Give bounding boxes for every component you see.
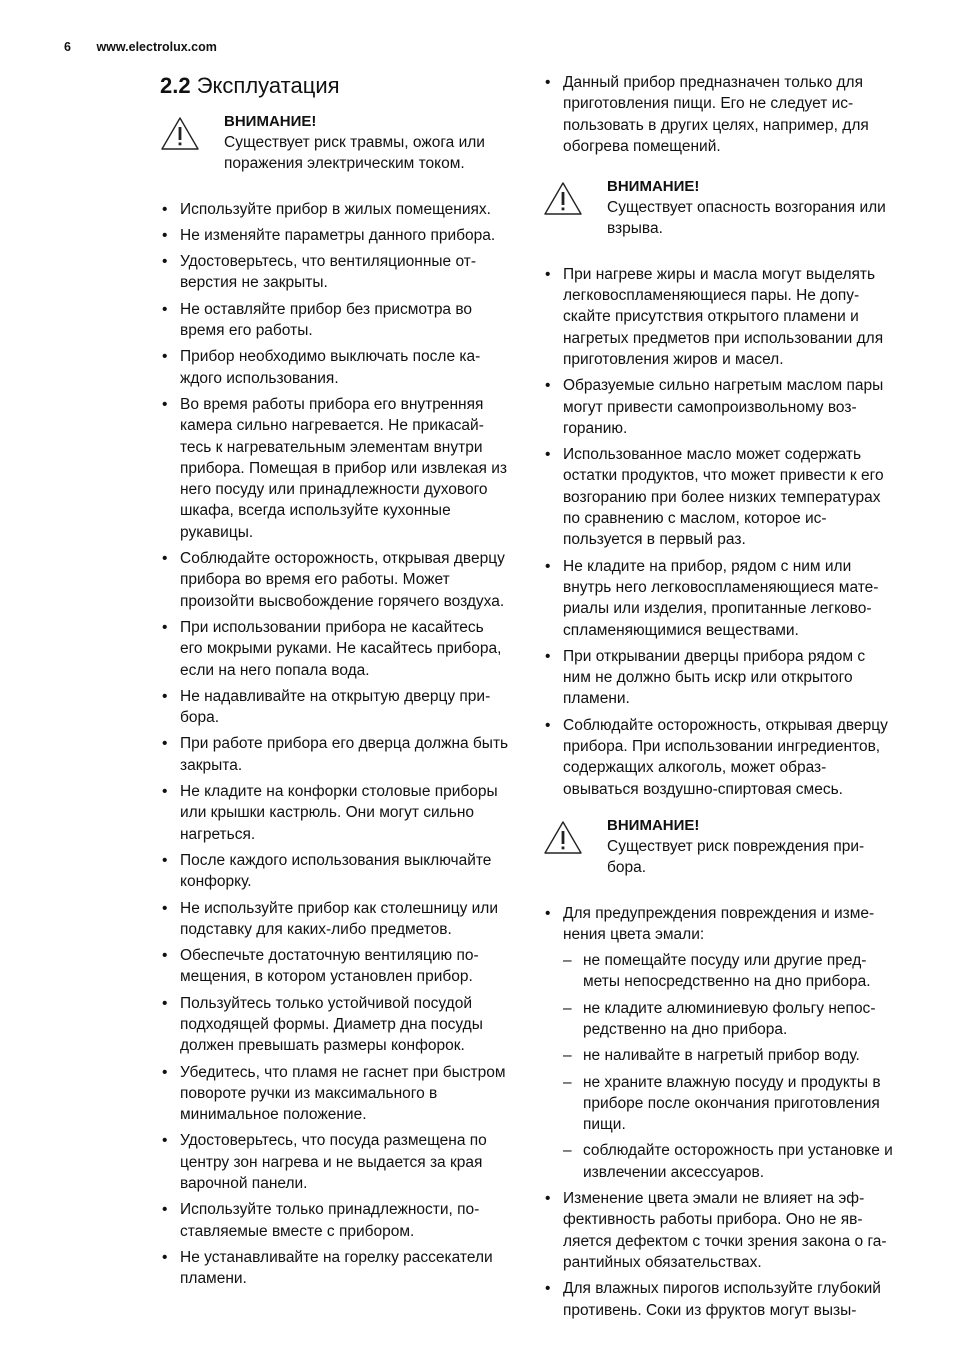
list-item-text: Пользуйтесь только устойчивой посудой подходящей формы. Диаметр дна посуды должен превышать размеры конфорок. — [180, 994, 483, 1055]
list-item — [563, 950, 893, 993]
list-item — [160, 781, 510, 845]
list-item — [160, 1247, 510, 1290]
list-item — [543, 903, 893, 1184]
list-item-text: не храните влажную посуду и продукты в приборе после окончания приготовления пищи. — [583, 1073, 881, 1134]
list-item — [160, 394, 510, 543]
page-header — [64, 40, 217, 54]
bullet-glyph: • — [162, 395, 168, 413]
bullet-glyph: • — [162, 253, 168, 271]
list-item — [543, 1188, 893, 1273]
list-item — [160, 251, 510, 294]
list-item-text: Для влажных пирогов используйте глубокий противень. Соки из фруктов могут вызы- — [563, 1280, 881, 1319]
list-item-text: Удостоверьтесь, что вентиляционные отверстия не закрыты. — [180, 253, 477, 292]
list-item — [563, 998, 893, 1041]
bullet-glyph: • — [162, 947, 168, 965]
bullet-glyph: • — [162, 226, 168, 244]
list-item — [543, 1278, 893, 1321]
bullet-glyph: • — [162, 687, 168, 705]
page-number: 6 — [64, 40, 71, 54]
list-item-text: Изменение цвета эмали не влияет на эффективность работы прибора. Оно не является дефектом с точки зрения закона о гарантийных обязательствах. — [563, 1190, 887, 1271]
list-item-text: Используйте только принадлежности, поставляемые вместе с прибором. — [180, 1201, 480, 1240]
list-item-text: После каждого использования выключайте конфорку. — [180, 851, 492, 891]
list-item-text: Использованное масло может содержать остатки продуктов, что может привести к его возгоранию при более низких температурах по сравнению с маслом, которое используется в первый раз. — [563, 446, 884, 549]
dash-glyph: – — [563, 999, 572, 1017]
bullet-glyph: • — [162, 994, 168, 1012]
list-item — [160, 993, 510, 1057]
bullet-glyph: • — [162, 851, 168, 869]
list-item-text: Данный прибор предназначен только для приготовления пищи. Его не следует использовать в других целях, например, для обогрева помещений. — [563, 74, 869, 155]
bullet-glyph: • — [545, 716, 551, 734]
bullet-glyph: • — [162, 783, 168, 801]
list-item-text: Не надавливайте на открытую дверцу прибора. — [180, 687, 491, 727]
bullet-glyph: • — [545, 265, 551, 283]
bullet-glyph: • — [162, 735, 168, 753]
list-item-text: Не используйте прибор как столешницу или подставку для каких-либо предметов. — [180, 899, 499, 938]
list-item — [543, 646, 893, 710]
bullet-glyph: • — [545, 647, 551, 665]
bullet-glyph: • — [545, 1190, 551, 1208]
list-item-text: При использовании прибора не касайтесь его мокрыми руками. Не касайтесь прибора, если на него попала вода. — [180, 618, 502, 679]
bullet-glyph: • — [545, 377, 551, 395]
list-item-text: При работе прибора его дверца должна быть закрыта. — [180, 735, 509, 774]
bullet-glyph: • — [545, 1280, 551, 1298]
bullet-glyph: • — [545, 446, 551, 464]
bullet-glyph: • — [162, 550, 168, 568]
section-title — [160, 72, 510, 100]
section-title-text: Эксплуатация — [196, 73, 340, 98]
list-item-text: Для предупреждения повреждения и изменения цвета эмали: — [563, 904, 875, 943]
bullet-glyph: • — [162, 618, 168, 636]
fire-bullet-list — [543, 264, 893, 800]
final-bullet-list — [543, 1188, 893, 1321]
list-item-text: Не изменяйте параметры данного прибора. — [180, 226, 496, 244]
dash-glyph: – — [563, 1073, 572, 1091]
list-item-text: При открывании дверцы прибора рядом с ним не должно быть искр или открытого пламени. — [563, 647, 866, 708]
list-item-text: Убедитесь, что пламя не гаснет при быстром повороте ручки из максимального в минимальное положение. — [180, 1063, 506, 1124]
list-item — [543, 264, 893, 370]
list-item — [160, 1062, 510, 1126]
list-item — [543, 556, 893, 641]
dash-glyph: – — [563, 1047, 572, 1065]
bullet-glyph: • — [162, 348, 168, 366]
list-item-text: соблюдайте осторожность при установке и извлечении аксессуаров. — [583, 1142, 893, 1181]
list-item-text: Обеспечьте достаточную вентиляцию помещения, в котором установлен прибор. — [180, 947, 479, 986]
list-item-text: не помещайте посуду или другие предметы непосредственно на дно прибора. — [583, 952, 871, 991]
warning-heading: ВНИМАНИЕ! — [607, 816, 700, 834]
list-item-text: Образуемые сильно нагретым маслом пары могут привести самопроизвольному возгоранию. — [563, 377, 884, 437]
list-item — [160, 1199, 510, 1242]
list-item — [160, 733, 510, 776]
list-item — [543, 715, 893, 800]
list-item-text: Не устанавливайте на горелку рассекатели пламени. — [180, 1248, 493, 1288]
enamel-bullet-list — [543, 903, 893, 1184]
warning-triangle-icon — [160, 116, 200, 152]
list-item — [160, 199, 510, 220]
warning-heading: ВНИМАНИЕ! — [607, 178, 700, 196]
bullet-glyph: • — [162, 1132, 168, 1150]
list-item — [160, 850, 510, 893]
list-item-text: Не оставляйте прибор без присмотра во время его работы. — [180, 300, 473, 340]
enamel-dash-list — [563, 950, 893, 1183]
section-number: 2.2 — [160, 73, 191, 98]
warning-text: Существует риск травмы, ожога или поражения электрическим током. — [224, 134, 485, 173]
warning-text: Существует риск повреждения прибора. — [607, 837, 865, 877]
bullet-glyph: • — [545, 904, 551, 922]
list-item — [543, 444, 893, 550]
list-item-text: Соблюдайте осторожность, открывая дверцу прибора. При использовании ингредиентов, содержащих алкоголь, может образовываться воздушно-спиртовая смесь. — [563, 716, 888, 798]
warning-heading: ВНИМАНИЕ! — [224, 113, 317, 130]
bullet-glyph: • — [545, 557, 551, 575]
list-item — [160, 225, 510, 246]
list-item-text: Соблюдайте осторожность, открывая дверцу прибора во время его работы. Может произойти высвобождение горячего воздуха. — [180, 550, 505, 610]
list-item-text: не наливайте в нагретый прибор воду. — [583, 1047, 860, 1065]
list-item — [160, 617, 510, 681]
bullet-glyph: • — [545, 74, 551, 91]
list-item — [160, 1130, 510, 1194]
website-link[interactable]: www.electrolux.com — [96, 40, 217, 54]
warning-text: Существует опасность возгорания или взрыва. — [607, 199, 886, 238]
list-item — [563, 1140, 893, 1183]
list-item-text: Не кладите на прибор, рядом с ним или внутрь него легковоспламеняющиеся материалы или изделия, пропитанные легковоспламеняющимися веществами. — [563, 557, 879, 639]
left-bullet-list — [160, 199, 510, 1290]
bullet-glyph: • — [162, 1063, 168, 1081]
bullet-glyph: • — [162, 200, 168, 218]
right-column — [543, 72, 893, 1326]
list-item — [563, 1045, 893, 1066]
list-item-text: Во время работы прибора его внутренняя камера сильно нагревается. Не прикасайтесь к нагревательным элементам внутри прибора. Помещая в прибор или извлекая из него посуду или принадлежности духового шкафа, всегда используйте кухонные рукавицы. — [180, 395, 507, 541]
list-item — [160, 299, 510, 342]
list-item-text: Не кладите на конфорки столовые приборы или крышки кастрюль. Они могут сильно нагреться. — [180, 783, 498, 843]
list-item-text: Удостоверьтесь, что посуда размещена по центру зон нагрева и не выдается за края варочной панели. — [180, 1132, 487, 1193]
warning-box-damage — [543, 816, 893, 879]
warning-box-electric — [160, 112, 510, 175]
list-item — [160, 548, 510, 612]
bullet-glyph: • — [162, 300, 168, 318]
list-item — [160, 945, 510, 988]
list-item — [160, 346, 510, 389]
warning-triangle-icon — [543, 820, 583, 856]
list-item — [563, 1072, 893, 1136]
list-item — [160, 686, 510, 729]
dash-glyph: – — [563, 952, 572, 970]
left-column — [160, 72, 510, 1295]
bullet-glyph: • — [162, 1201, 168, 1219]
dash-glyph: – — [563, 1142, 572, 1160]
list-item-text: Прибор необходимо выключать после каждого использования. — [180, 348, 481, 387]
list-item — [543, 375, 893, 439]
list-item-text: Используйте прибор в жилых помещениях. — [180, 200, 491, 218]
warning-box-fire — [543, 177, 893, 240]
list-item-text: При нагреве жиры и масла могут выделять легковоспламеняющиеся пары. Не допускайте присутствия открытого пламени и нагретых предметов при использовании для приготовления жиров и масел. — [563, 265, 884, 368]
list-item-text: не кладите алюминиевую фольгу непосредственно на дно прибора. — [583, 999, 876, 1038]
list-item — [160, 898, 510, 941]
list-item — [543, 72, 893, 157]
warning-triangle-icon — [543, 181, 583, 217]
bullet-glyph: • — [162, 1248, 168, 1266]
intro-bullet-list — [543, 72, 893, 157]
bullet-glyph: • — [162, 899, 168, 917]
